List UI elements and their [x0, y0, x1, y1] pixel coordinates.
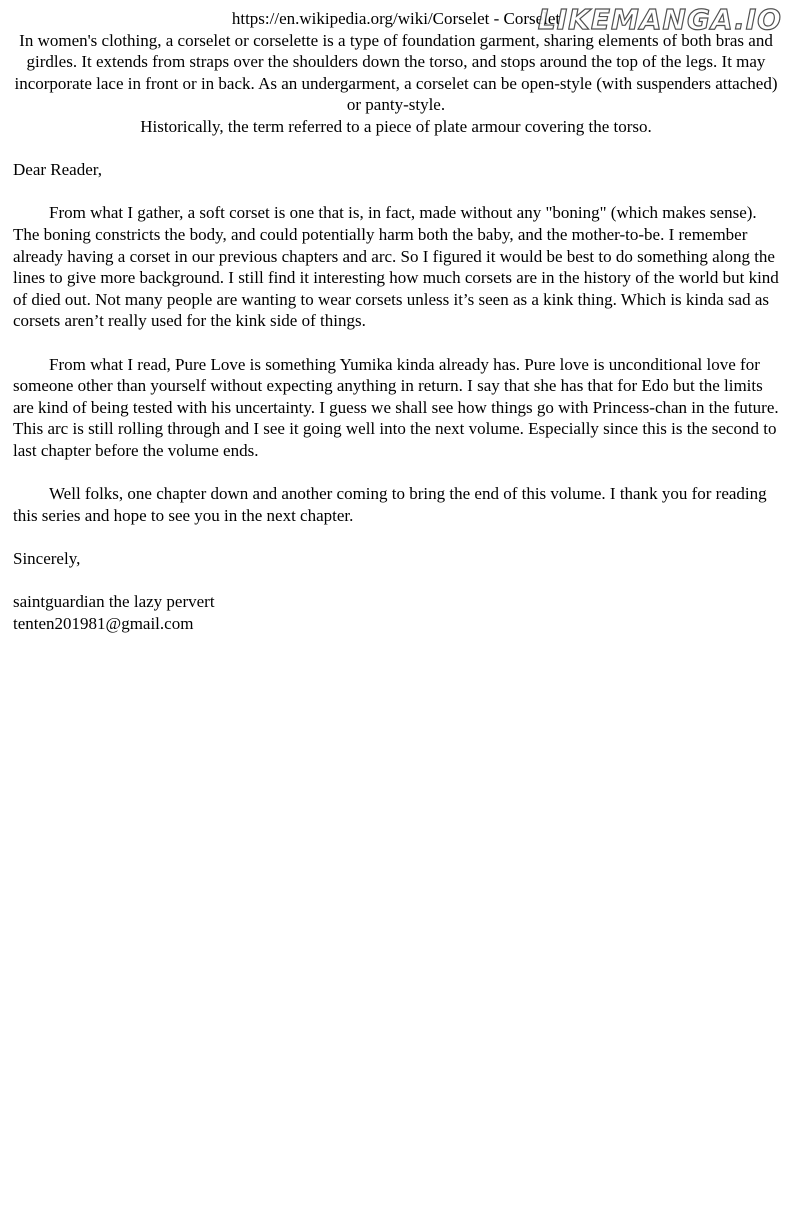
spacer: [13, 332, 779, 354]
closing: Sincerely,: [13, 548, 81, 568]
signature-email: tenten201981@gmail.com: [13, 613, 194, 633]
signature-name: saintguardian the lazy pervert: [13, 592, 215, 612]
source-url-line: https://en.wikipedia.org/wiki/Corselet - Corselet: [231, 9, 561, 28]
spacer: [13, 461, 779, 483]
history-line: Historically, the term referred to a piece of plate armour covering the torso.: [140, 116, 652, 136]
spacer: [13, 138, 779, 160]
spacer: [13, 526, 779, 548]
spacer: [13, 181, 779, 203]
letter-paragraph-closing-remarks: Well folks, one chapter down and another coming to bring the end of this volume. I thank you for reading this series and hope to see you in the next chapter.: [13, 484, 767, 525]
letter-body: [13, 159, 779, 634]
letter-paragraph-pure-love: From what I read, Pure Love is something Yumika kinda already has. Pure love is unconditional love for someone other than yourself without expecting anything in return. I say that she has that for Edo but the limits are kind of being tested with his uncertainty. I guess we shall see how things go with Princess-chan in the future. This arc is still rolling through and I see it going well into the next volume. Especially since this is the second to last chapter before the volume ends.: [13, 354, 779, 460]
salutation: Dear Reader,: [13, 160, 102, 180]
definition-header: [13, 8, 779, 138]
site-watermark: LIKEMANGA.IO: [537, 3, 782, 36]
spacer: [13, 569, 779, 591]
letter-paragraph-corset: From what I gather, a soft corset is one that is, in fact, made without any "boning" (which makes sense). The boning constricts the body, and could potentially harm both the baby, and the mother-to-be. I remember already having a corset in our previous chapters and arc. So I figured it would be best to do something along the lines to give more background. I still find it interesting how much corsets are in the history of the world but kind of died out. Not many people are wanting to wear corsets unless it’s seen as a kink thing. Which is kinda sad as corsets aren’t really used for the kink side of things.: [13, 203, 779, 331]
document-page: [13, 8, 779, 634]
definition-paragraph: In women's clothing, a corselet or corselette is a type of foundation garment, sharing elements of both bras and girdles. It extends from straps over the shoulders down the torso, and stops around the top of the legs. It may incorporate lace in front or in back. As an undergarment, a corselet can be open-style (with suspenders attached) or panty-style.: [14, 30, 778, 115]
